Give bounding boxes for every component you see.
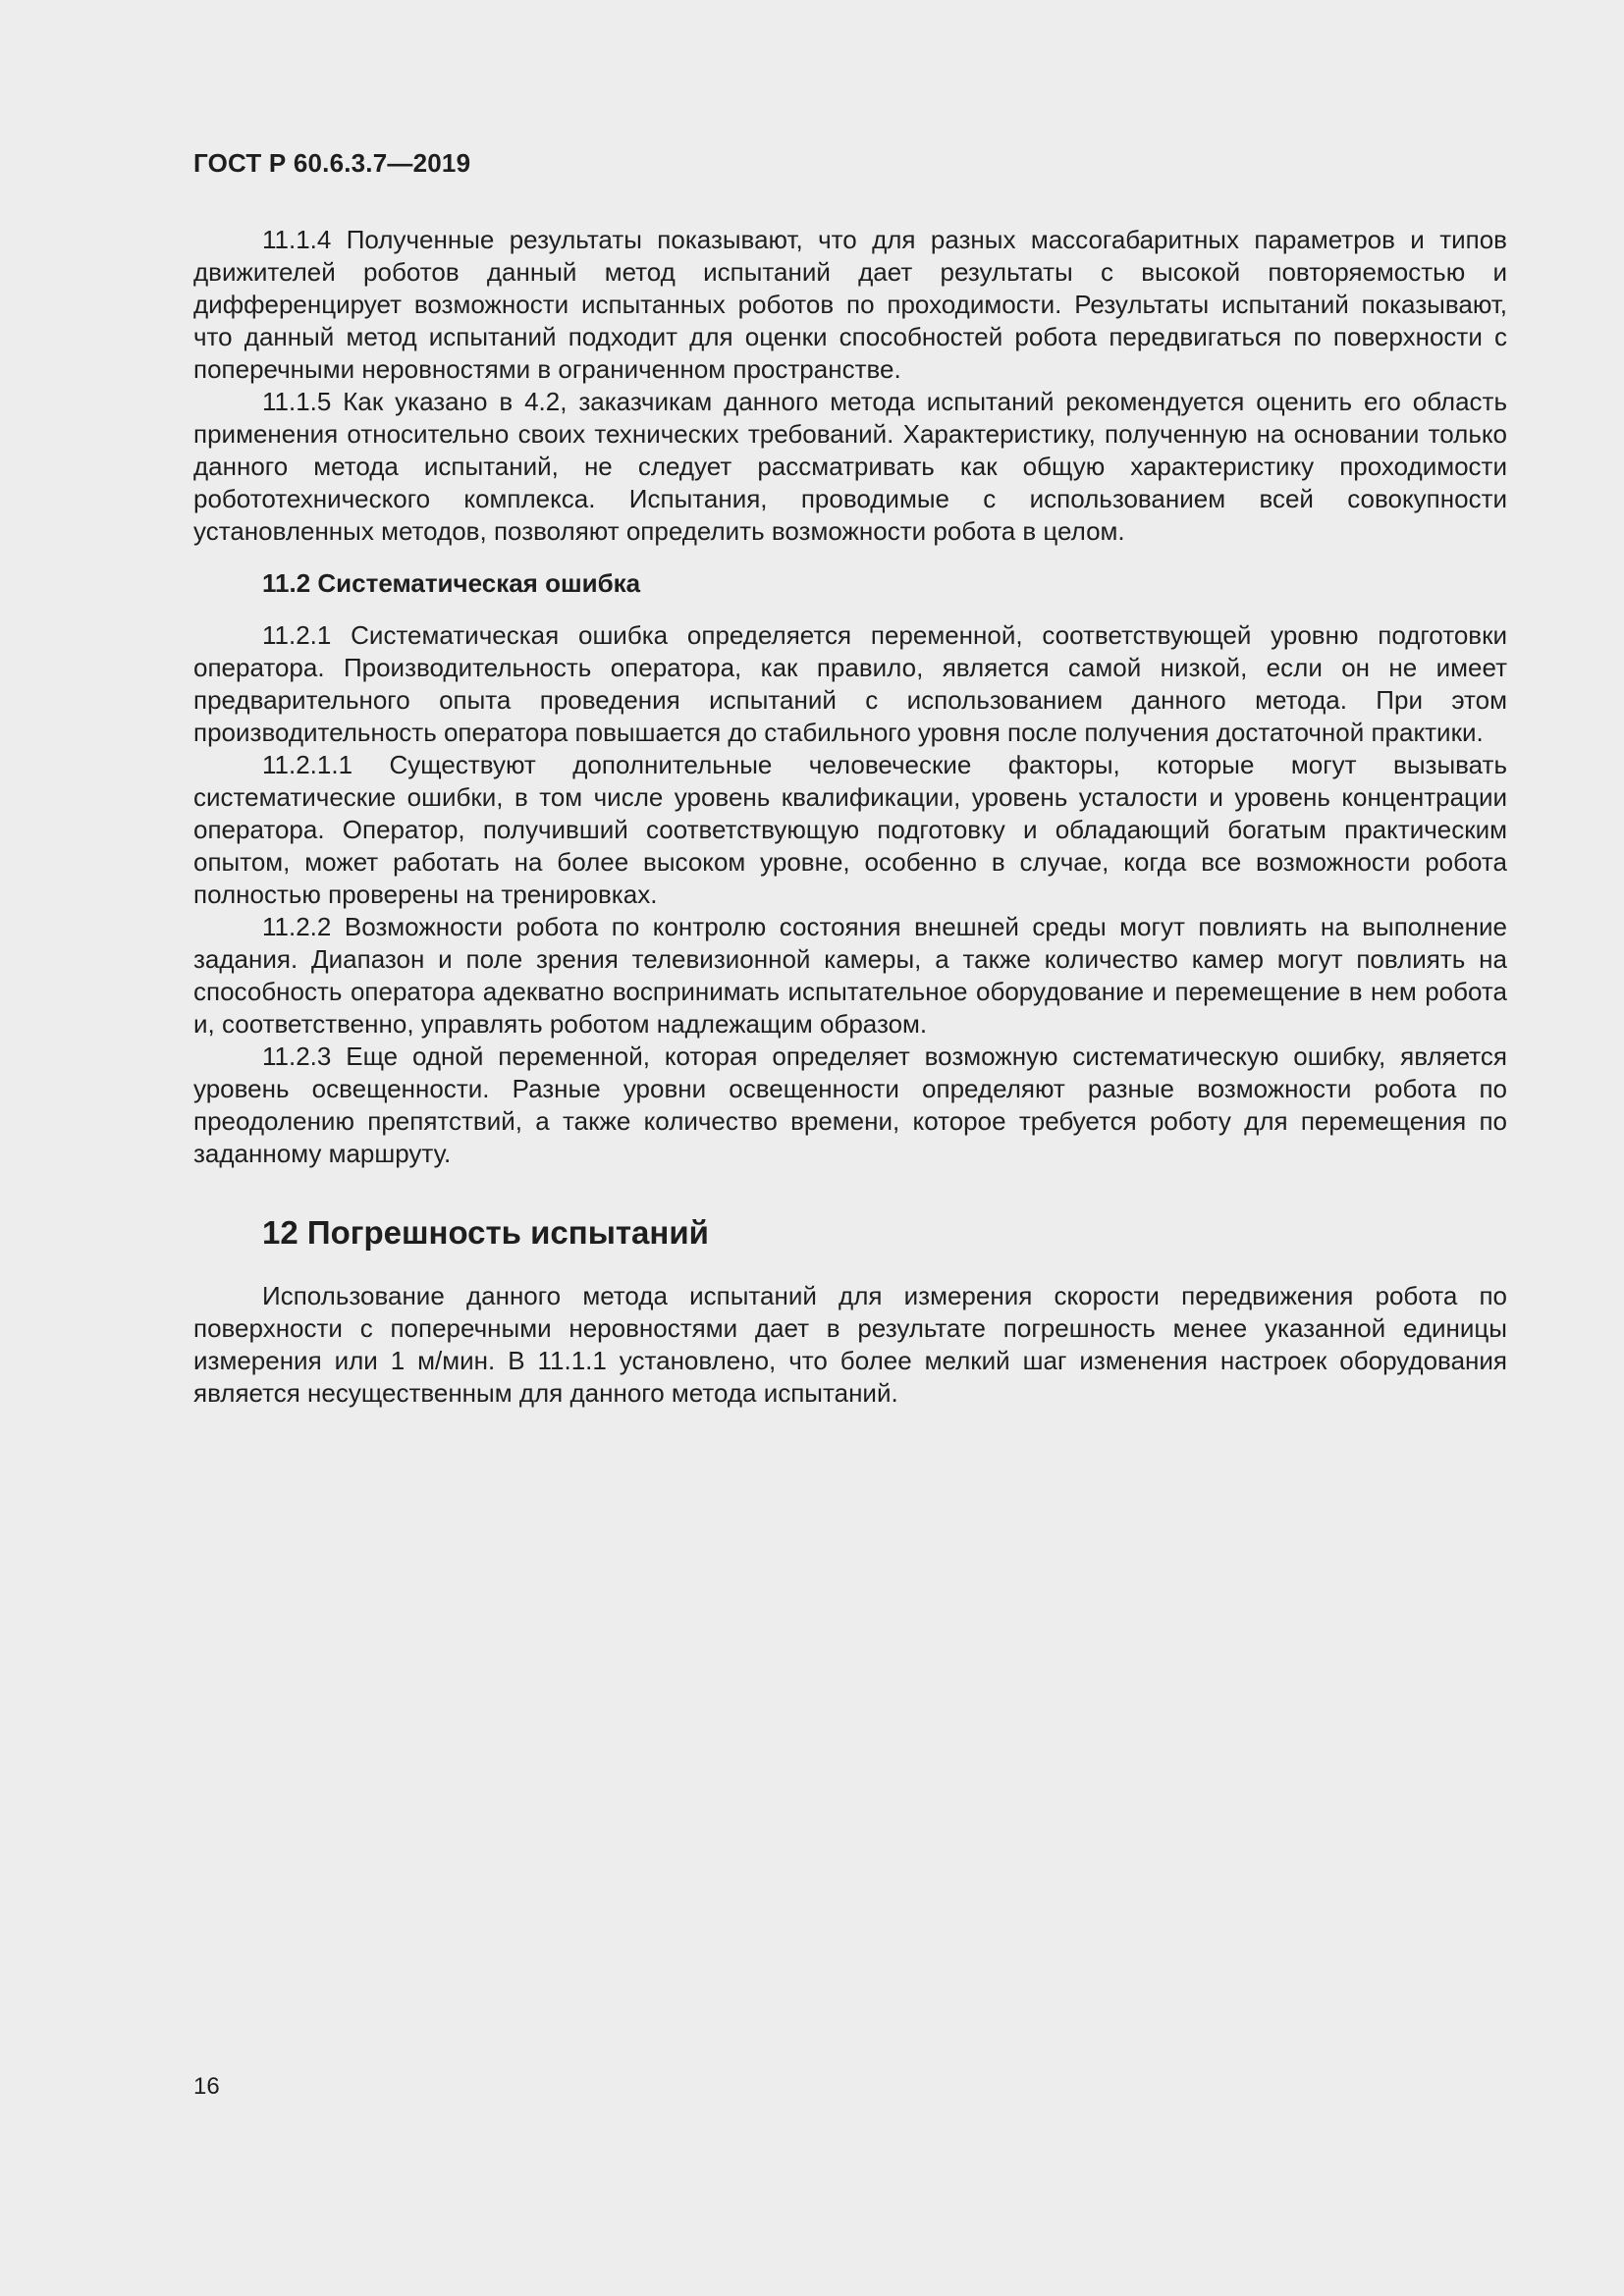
paragraph-12: Использование данного метода испытаний для измерения скорости передвижения робота по поверхности с поперечными неровностями дает в результате погрешность менее указанной единицы измерения или 1 м/мин. В 11.1.1 установлено, что более мелкий шаг изменения настроек оборудования является несущественным для данного метода испытаний. [193,1281,1507,1408]
paragraph-11-2-1-1: 11.2.1.1 Существуют дополнительные человеческие факторы, которые могут вызывать систематические ошибки, в том числе уровень квалификации, уровень усталости и уровень концентрации оператора. Оператор, получивший соответствующую подготовку и обладающий богатым практическим опытом, может работать на более высоком уровне, особенно в случае, когда все возможности робота полностью проверены на тренировках. [193,750,1507,909]
paragraph-11-1-4: 11.1.4 Полученные результаты показывают, что для разных массогабаритных параметров и типов движителей роботов данный метод испытаний дает результаты с высокой повторяемостью и дифференцирует возможности испытанных роботов по проходимости. Результаты испытаний показывают, что данный метод испытаний подходит для оценки способностей робота передвигаться по поверхности с поперечными неровностями в ограниченном пространстве. [193,225,1507,384]
paragraph-11-2-3: 11.2.3 Еще одной переменной, которая определяет возможную систематическую ошибку, является уровень освещенности. Разные уровни освещенности определяют разные возможности робота по преодолению препятствий, а также количество времени, которое требуется роботу для перемещения по заданному маршруту. [193,1041,1507,1168]
paragraph-11-2-2: 11.2.2 Возможности робота по контролю состояния внешней среды могут повлиять на выполнение задания. Диапазон и поле зрения телевизионной камеры, а также количество камер могут повлиять на способность оператора адекватно воспринимать испытательное оборудование и перемещение в нем робота и, соответственно, управлять роботом надлежащим образом. [193,912,1507,1039]
page-number: 16 [193,2073,220,2100]
paragraph-11-2-1: 11.2.1 Систематическая ошибка определяется переменной, соответствующей уровню подготовки оператора. Производительность оператора, как правило, является самой низкой, если он не имеет предварительного опыта проведения испытаний с использованием данного метода. При этом производительность оператора повышается до стабильного уровня после получения достаточной практики. [193,620,1507,747]
document-body [193,224,1507,1410]
document-code: ГОСТ Р 60.6.3.7—2019 [193,148,471,178]
paragraph-11-1-5: 11.1.5 Как указано в 4.2, заказчикам данного метода испытаний рекомендуется оценить его область применения относительно своих технических требований. Характеристику, полученную на основании только данного метода испытаний, не следует рассматривать как общую характеристику проходимости робототехнического комплекса. Испытания, проводимые с использованием всей совокупности установленных методов, позволяют определить возможности робота в целом. [193,387,1507,546]
subsection-heading-11-2: 11.2 Систематическая ошибка [262,568,641,598]
section-heading-12: 12 Погрешность испытаний [262,1214,709,1251]
